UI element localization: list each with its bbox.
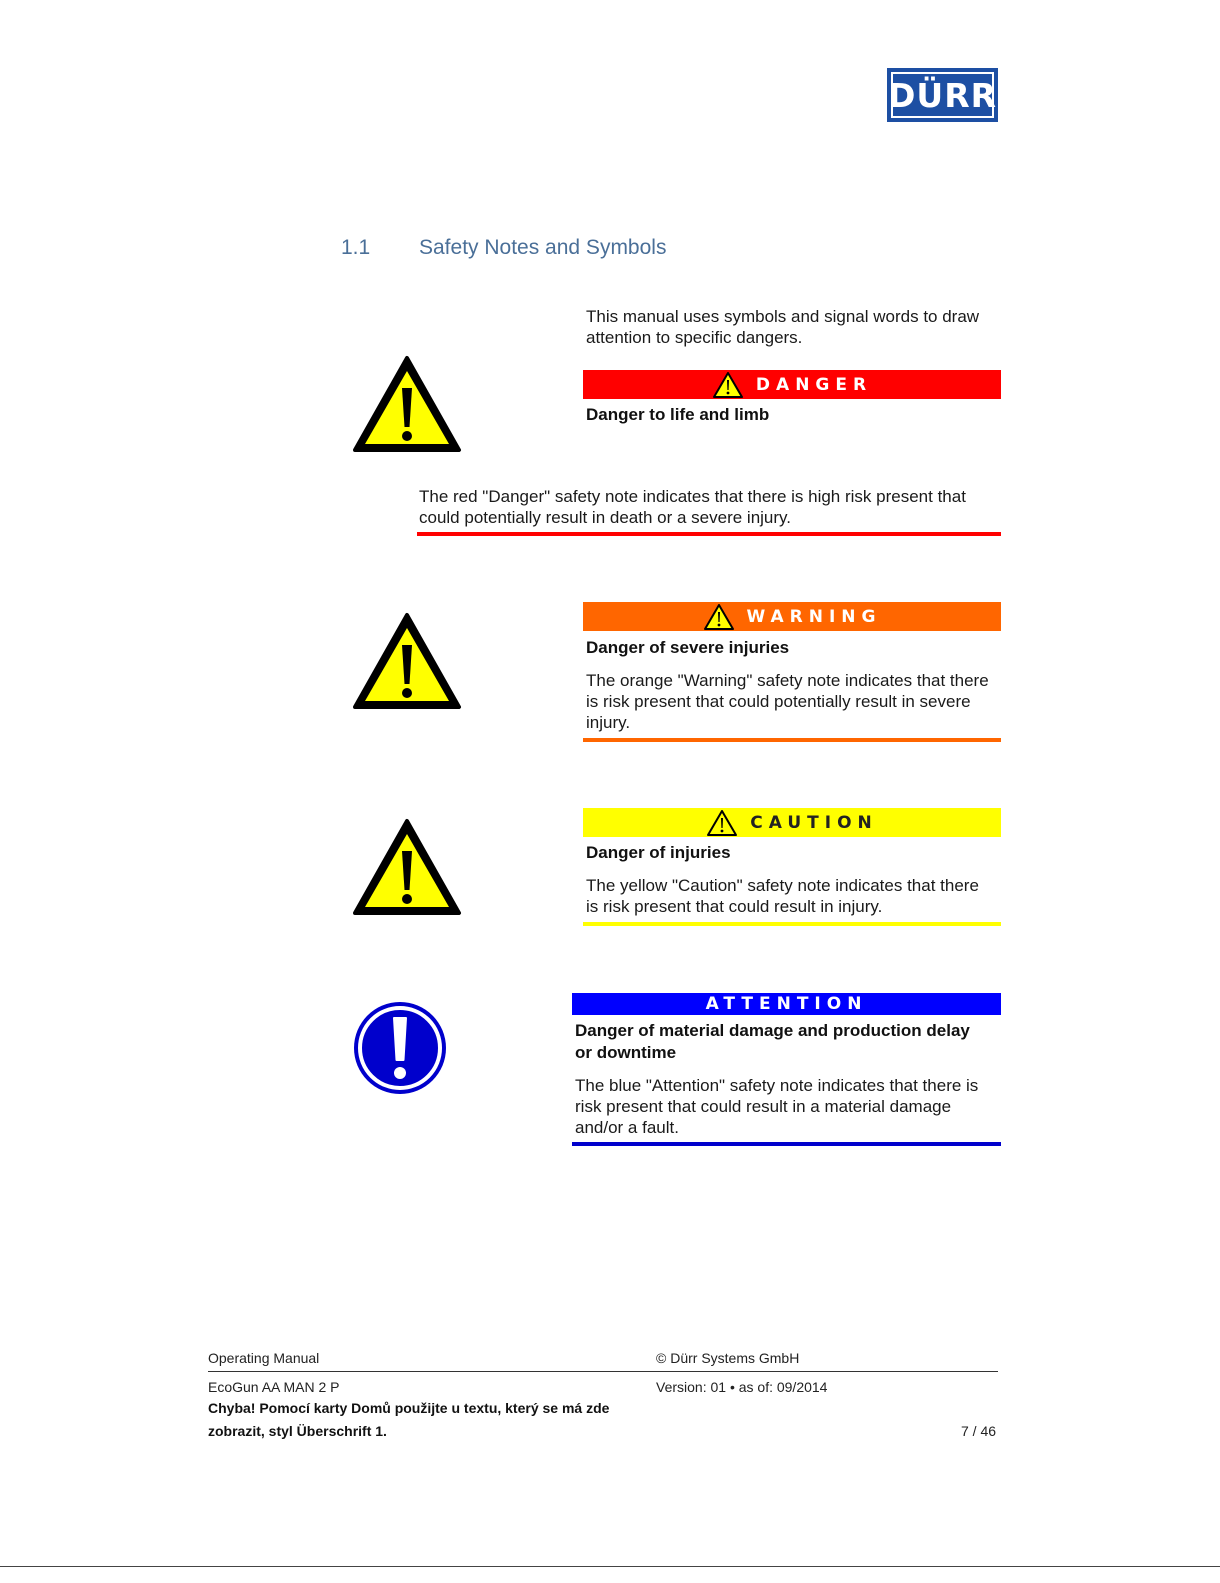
warning-triangle-icon [706, 809, 738, 837]
warning-triangle-icon [703, 603, 735, 631]
danger-rule [417, 532, 1001, 536]
caution-rule [583, 922, 1001, 926]
footer-doc-id: EcoGun AA MAN 2 P [208, 1379, 340, 1395]
footer-doc-type: Operating Manual [208, 1350, 320, 1366]
danger-signal-bar [583, 370, 1001, 399]
intro-text: This manual uses symbols and signal words to draw attention to specific dangers. [586, 307, 980, 347]
attention-rule [572, 1142, 1001, 1146]
attention-subtitle: Danger of material damage and production delay or downtime [575, 1021, 970, 1062]
warning-triangle-icon [352, 355, 462, 455]
warning-subtitle: Danger of severe injuries [586, 638, 790, 657]
footer-copyright: © Dürr Systems GmbH [656, 1350, 800, 1366]
footer-error-line1: Chyba! Pomocí karty Domů použijte u textu, který se má zde [208, 1400, 610, 1416]
footer-version: Version: 01 • as of: 09/2014 [656, 1379, 828, 1395]
danger-subtitle: Danger to life and limb [586, 405, 770, 424]
attention-description: The blue "Attention" safety note indicates that there is risk present that could result in a material damage and/or a fault. [575, 1076, 979, 1137]
warning-triangle-icon [352, 818, 462, 918]
attention-signal-bar [572, 993, 1001, 1015]
section-title: Safety Notes and Symbols [419, 236, 667, 259]
warning-rule [583, 738, 1001, 742]
section-number: 1.1 [341, 236, 371, 259]
page-edge-line [0, 1566, 1220, 1567]
warning-triangle-icon [712, 371, 744, 399]
caution-subtitle: Danger of injuries [586, 843, 731, 862]
danger-description: The red "Danger" safety note indicates that there is high risk present that could potentially result in death or a severe injury. [419, 487, 966, 527]
warning-description: The orange "Warning" safety note indicates that there is risk present that could potentially result in severe injury. [586, 671, 989, 732]
durr-logo [887, 68, 998, 122]
footer-error-line2: zobrazit, styl Überschrift 1. [208, 1423, 387, 1439]
logo-text: DÜRR [888, 75, 998, 115]
page-number: 7 / 46 [961, 1423, 997, 1439]
caution-description: The yellow "Caution" safety note indicates that there is risk present that could result in injury. [586, 876, 979, 916]
warning-triangle-icon [352, 612, 462, 712]
danger-signal-word: DANGER [755, 374, 873, 395]
exclamation-circle-icon [352, 1000, 448, 1096]
attention-signal-word: ATTENTION [705, 994, 868, 1014]
caution-signal-bar [583, 808, 1001, 837]
footer-divider [208, 1371, 998, 1372]
warning-signal-word: WARNING [746, 606, 882, 627]
warning-signal-bar [583, 602, 1001, 631]
caution-signal-word: CAUTION [750, 812, 878, 833]
